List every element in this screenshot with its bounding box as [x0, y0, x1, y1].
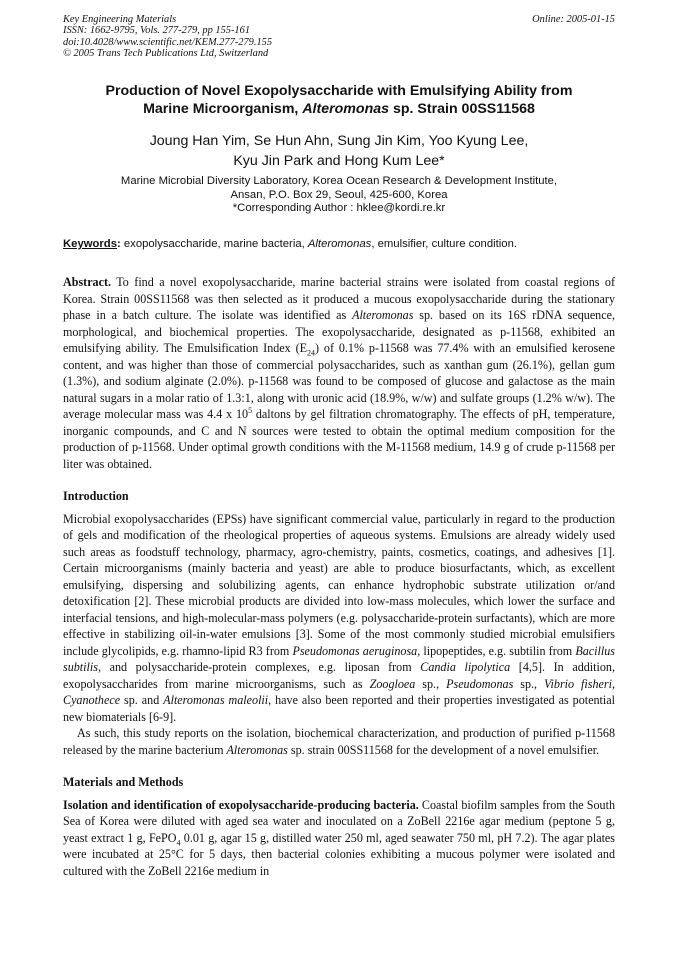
abstract-text: daltons by gel filtration chromatography. The effects of pH, temperature, inorganic compounds, and C and N sources were tested to obtain the optimal medium composition for the production of p-11568. Under optimal growth conditions with the M-11568 medium, 14.9 g of crude p-11568 per liter was obtained.: [63, 407, 615, 471]
species-name: Vibrio fisheri: [544, 676, 612, 691]
introduction-heading: Introduction: [63, 489, 129, 503]
intro-text: sp. and: [120, 693, 164, 707]
abstract-label: Abstract.: [63, 275, 112, 289]
paper-title: [50, 82, 628, 118]
affiliation-line-2: Ansan, P.O. Box 29, Seoul, 425-600, Korea: [230, 188, 448, 201]
species-name: Alteromonas maleolii: [163, 693, 269, 707]
paper-body: [63, 274, 615, 879]
methods-text: 0.01 g, agar 15 g, distilled water 250 ml, aged seawater 750 ml, pH 7.2). The agar plates were incubated at 25°C for 5 days, then bacterial colonies exhibiting a mucous polymer were isolated and cultured with the ZoBell 2216e medium in: [63, 830, 615, 878]
author-list: [50, 131, 628, 171]
methods-text: Coastal biofilm samples from the South Sea of Korea were diluted with aged sea water and inoculated on a ZoBell 2216e agar medium (peptone 5 g, yeast extract 1 g, FePO: [63, 797, 615, 845]
intro-text: As such, this study reports on the isolation, biochemical characterization, and production of purified p-11568 released by the marine bacterium: [63, 726, 615, 757]
journal-name: Key Engineering Materials: [63, 14, 177, 25]
title-genus: Alteromonas: [302, 101, 390, 117]
species-name: Alteromonas: [226, 742, 288, 757]
affiliation: [50, 175, 628, 216]
intro-text: [4,5]. In addition, exopolysaccharides from marine microorganisms, such as: [63, 660, 615, 691]
intro-text: sp.,: [513, 676, 545, 691]
abstract: [63, 274, 615, 472]
keywords-colon: :: [117, 238, 121, 250]
copyright-line: © 2005 Trans Tech Publications Ltd, Switzerland: [63, 47, 269, 59]
intro-text: , and polysaccharide-protein complexes, e.g. liposan from: [97, 660, 421, 674]
abstract-genus: Alteromonas: [352, 308, 414, 322]
abstract-subscript: 24: [307, 348, 316, 358]
intro-text: Microbial exopolysaccharides (EPSs) have significant commercial value, particularly in regard to the production of gels and modification of the rheological properties of aqueous systems. Emulsions are already widely used such areas as foodstuff technology, pharmacy, agro-chemistry, paints, cosmetics, coatings, and adhesives [1]. Certain microorganisms (mainly bacteria and yeast) are able to produce biosurfactants, which, as excellent emulsifying, dispersing and solubilizing agents, can enhance hydrophobic substrate utilization or/and detoxification [2]. These microbial products are divided into low-mass molecules, which lower the surface and interfacial tensions, and high-molecular-mass polymers (e.g. polysaccharide-protein surfactants), which are more effective in stabilizing oil-in-water emulsions [3]. Some of the most commonly studied microbial emulsifiers include glycolipids, e.g. rhamno-lipid R3 from: [63, 511, 615, 658]
keywords-text: , emulsifier, culture condition.: [371, 238, 517, 250]
online-date: Online: 2005-01-15: [532, 14, 615, 25]
journal-header: [63, 14, 615, 59]
methods-subheading: Isolation and identification of exopolysaccharide-producing bacteria.: [63, 797, 419, 812]
abstract-superscript: 5: [248, 405, 253, 415]
title-text: Marine Microorganism,: [143, 101, 303, 117]
abstract-text: sp. based on its 16S rDNA sequence, morphological, and biochemical properties. The exopolysaccharide, designated as p-11568, exhibited an emulsifying ability. The Emulsification Index (E: [63, 308, 615, 355]
keywords-text: exopolysaccharide, marine bacteria,: [120, 238, 308, 250]
intro-text: sp.,: [415, 676, 447, 691]
intro-text: , lipopeptides, e.g. subtilin from: [417, 643, 576, 658]
abstract-text: To find a novel exopolysaccharide, marine bacterial strains were isolated from coastal regions of Korea. Strain 00SS11568 was then selected as it produced a mucous exopolysaccharide during the stationary phase in a batch culture. The isolate was identified as: [63, 275, 615, 322]
corresponding-author: *Corresponding Author : hklee@kordi.re.kr: [232, 202, 446, 215]
doi-line: doi:10.4028/www.scientific.net/KEM.277-279.155: [63, 36, 273, 48]
title-line-2: [50, 100, 628, 118]
species-name: Candia lipolytica: [420, 660, 511, 674]
issn-line: ISSN: 1662-9795, Vols. 277-279, pp 155-161: [63, 25, 251, 37]
intro-text: ,: [611, 676, 615, 691]
intro-text: sp. strain 00SS11568 for the development of a novel emulsifier.: [287, 742, 600, 757]
keywords-label: Keywords: [63, 238, 117, 250]
introduction-paragraph-1: [63, 511, 615, 726]
introduction-paragraph-2: [63, 725, 615, 758]
affiliation-line-1: Marine Microbial Diversity Laboratory, Korea Ocean Research & Development Institute,: [120, 175, 558, 187]
species-name: Pseudomonas: [446, 676, 514, 691]
methods-paragraph: [63, 797, 615, 880]
authors-line-2: Kyu Jin Park and Hong Kum Lee*: [233, 153, 445, 169]
species-name: Zoogloea: [369, 676, 416, 691]
keywords-genus: Alteromonas: [307, 238, 372, 250]
methods-heading: Materials and Methods: [63, 775, 184, 789]
species-name: Pseudomonas aeruginosa: [292, 643, 418, 658]
methods-subscript: 4: [176, 837, 181, 847]
authors-line-1: Joung Han Yim, Se Hun Ahn, Sung Jin Kim, Yoo Kyung Lee,: [149, 133, 529, 149]
title-line-1: Production of Novel Exopolysaccharide with Emulsifying Ability from: [105, 83, 573, 99]
keywords: [63, 237, 615, 251]
title-text: sp. Strain 00SS11568: [389, 101, 535, 117]
abstract-text: ) of 0.1% p-11568 was 77.4% with an emulsified kerosene content, and was higher than those of commercial polysaccharides, such as xanthan gum (26.1%), gellan gum (1.3%), and sodium alginate (2.0%). p-11568 was found to be composed of glucose and galactose as the main natural sugars in a molar ratio of 1.3:1, along with uronic acid (18.9%, w/w) and sulfate groups (1.2% w/w). The average molecular mass was 4.4 x 10: [63, 341, 615, 421]
intro-text: , have also been reported and their properties investigated as potential new biomaterials [6-9].: [63, 693, 615, 724]
species-name: Bacillus subtilis: [63, 643, 615, 674]
species-name: Cyanothece: [63, 693, 121, 707]
